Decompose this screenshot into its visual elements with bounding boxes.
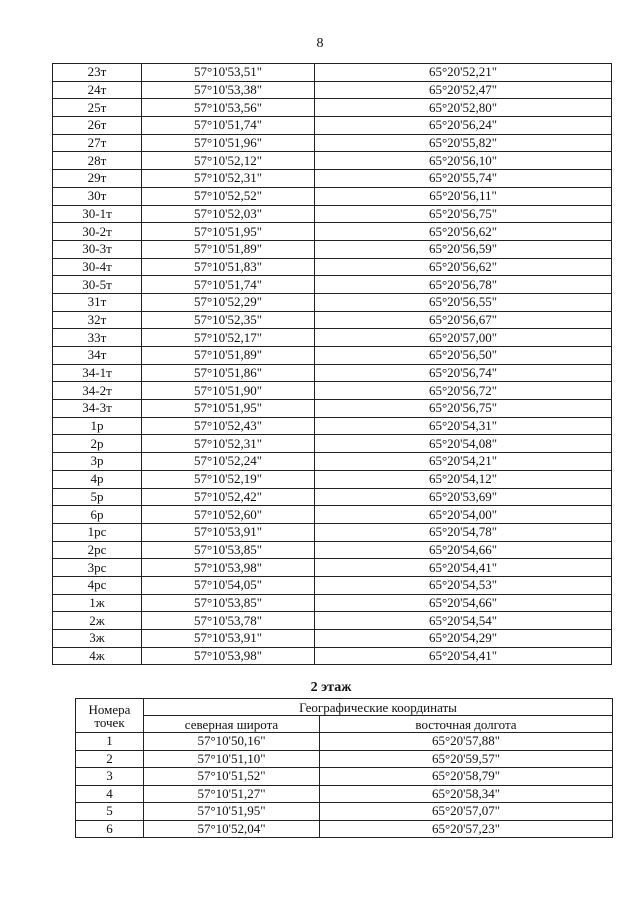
longitude-cell: 65°20'56,55" bbox=[315, 293, 612, 311]
table-row bbox=[53, 170, 612, 188]
latitude-cell: 57°10'51,74" bbox=[142, 117, 315, 135]
point-number-cell: 6 bbox=[76, 820, 144, 838]
point-number-cell: 24т bbox=[53, 81, 142, 99]
latitude-cell: 57°10'51,86" bbox=[142, 364, 315, 382]
table-row bbox=[53, 488, 612, 506]
latitude-cell: 57°10'52,52" bbox=[142, 187, 315, 205]
point-number-cell: 27т bbox=[53, 134, 142, 152]
longitude-cell: 65°20'54,54" bbox=[315, 612, 612, 630]
table-row bbox=[53, 576, 612, 594]
point-number-cell: 4рс bbox=[53, 576, 142, 594]
longitude-cell: 65°20'57,23" bbox=[320, 820, 613, 838]
table-row bbox=[53, 541, 612, 559]
point-number-cell: 30-5т bbox=[53, 276, 142, 294]
longitude-cell: 65°20'53,69" bbox=[315, 488, 612, 506]
latitude-cell: 57°10'52,42" bbox=[142, 488, 315, 506]
point-number-cell: 1 bbox=[76, 733, 144, 751]
point-number-cell: 30-1т bbox=[53, 205, 142, 223]
latitude-cell: 57°10'53,85" bbox=[142, 594, 315, 612]
points-column-header: Номера точек bbox=[76, 699, 144, 733]
latitude-cell: 57°10'53,91" bbox=[142, 523, 315, 541]
table-row bbox=[53, 276, 612, 294]
longitude-cell: 65°20'55,82" bbox=[315, 134, 612, 152]
floor-2-coordinates-table bbox=[75, 698, 613, 838]
longitude-cell: 65°20'55,74" bbox=[315, 170, 612, 188]
table-row bbox=[53, 117, 612, 135]
table-row bbox=[53, 435, 612, 453]
longitude-cell: 65°20'54,31" bbox=[315, 417, 612, 435]
point-number-cell: 30-3т bbox=[53, 240, 142, 258]
longitude-cell: 65°20'57,00" bbox=[315, 329, 612, 347]
point-number-cell: 34-3т bbox=[53, 400, 142, 418]
longitude-cell: 65°20'54,78" bbox=[315, 523, 612, 541]
table-row bbox=[53, 293, 612, 311]
latitude-cell: 57°10'52,03" bbox=[142, 205, 315, 223]
latitude-cell: 57°10'51,95" bbox=[142, 400, 315, 418]
point-number-cell: 32т bbox=[53, 311, 142, 329]
point-number-cell: 3 bbox=[76, 768, 144, 786]
table-row bbox=[53, 523, 612, 541]
longitude-cell: 65°20'54,41" bbox=[315, 559, 612, 577]
coordinates-column-header: Географические координаты bbox=[144, 699, 613, 716]
coordinates-table-body bbox=[53, 64, 612, 665]
table-row bbox=[53, 311, 612, 329]
longitude-cell: 65°20'54,08" bbox=[315, 435, 612, 453]
latitude-cell: 57°10'51,74" bbox=[142, 276, 315, 294]
point-number-cell: 2ж bbox=[53, 612, 142, 630]
table-row bbox=[53, 81, 612, 99]
table-row bbox=[53, 258, 612, 276]
floor-2-title: 2 этаж bbox=[310, 680, 352, 695]
point-number-cell: 5р bbox=[53, 488, 142, 506]
point-number-cell: 34-2т bbox=[53, 382, 142, 400]
table-row bbox=[53, 612, 612, 630]
table-row bbox=[76, 750, 613, 768]
longitude-cell: 65°20'56,75" bbox=[315, 400, 612, 418]
latitude-cell: 57°10'53,56" bbox=[142, 99, 315, 117]
point-number-cell: 4 bbox=[76, 785, 144, 803]
latitude-cell: 57°10'52,43" bbox=[142, 417, 315, 435]
longitude-cell: 65°20'52,80" bbox=[315, 99, 612, 117]
longitude-cell: 65°20'59,57" bbox=[320, 750, 613, 768]
point-number-cell: 31т bbox=[53, 293, 142, 311]
table-row bbox=[53, 417, 612, 435]
table-row bbox=[53, 630, 612, 648]
point-number-cell: 2р bbox=[53, 435, 142, 453]
point-number-cell: 2 bbox=[76, 750, 144, 768]
table-row bbox=[53, 364, 612, 382]
latitude-cell: 57°10'52,31" bbox=[142, 435, 315, 453]
latitude-cell: 57°10'52,60" bbox=[142, 506, 315, 524]
longitude-cell: 65°20'54,00" bbox=[315, 506, 612, 524]
latitude-cell: 57°10'51,90" bbox=[142, 382, 315, 400]
table-row bbox=[53, 240, 612, 258]
latitude-cell: 57°10'51,96" bbox=[142, 134, 315, 152]
latitude-cell: 57°10'51,95" bbox=[142, 223, 315, 241]
table-row bbox=[76, 768, 613, 786]
longitude-cell: 65°20'56,67" bbox=[315, 311, 612, 329]
table-row bbox=[53, 400, 612, 418]
table-row bbox=[53, 134, 612, 152]
longitude-cell: 65°20'57,07" bbox=[320, 803, 613, 821]
floor-2-table-body bbox=[76, 733, 613, 838]
latitude-cell: 57°10'53,51" bbox=[142, 64, 315, 82]
longitude-cell: 65°20'54,41" bbox=[315, 647, 612, 665]
point-number-cell: 25т bbox=[53, 99, 142, 117]
point-number-cell: 4р bbox=[53, 470, 142, 488]
longitude-cell: 65°20'56,10" bbox=[315, 152, 612, 170]
latitude-cell: 57°10'52,24" bbox=[142, 453, 315, 471]
point-number-cell: 30т bbox=[53, 187, 142, 205]
latitude-cell: 57°10'52,29" bbox=[142, 293, 315, 311]
longitude-cell: 65°20'56,78" bbox=[315, 276, 612, 294]
latitude-cell: 57°10'51,89" bbox=[142, 347, 315, 365]
point-number-cell: 23т bbox=[53, 64, 142, 82]
latitude-cell: 57°10'54,05" bbox=[142, 576, 315, 594]
longitude-cell: 65°20'57,88" bbox=[320, 733, 613, 751]
longitude-cell: 65°20'52,21" bbox=[315, 64, 612, 82]
table-row bbox=[76, 785, 613, 803]
table-row bbox=[53, 647, 612, 665]
latitude-column-header: северная широта bbox=[144, 716, 320, 733]
longitude-cell: 65°20'54,66" bbox=[315, 594, 612, 612]
latitude-cell: 57°10'51,10" bbox=[144, 750, 320, 768]
point-number-cell: 29т bbox=[53, 170, 142, 188]
longitude-cell: 65°20'54,66" bbox=[315, 541, 612, 559]
longitude-cell: 65°20'54,29" bbox=[315, 630, 612, 648]
point-number-cell: 26т bbox=[53, 117, 142, 135]
point-number-cell: 34-1т bbox=[53, 364, 142, 382]
longitude-cell: 65°20'52,47" bbox=[315, 81, 612, 99]
latitude-cell: 57°10'52,35" bbox=[142, 311, 315, 329]
latitude-cell: 57°10'53,98" bbox=[142, 647, 315, 665]
latitude-cell: 57°10'52,31" bbox=[142, 170, 315, 188]
latitude-cell: 57°10'50,16" bbox=[144, 733, 320, 751]
latitude-cell: 57°10'51,27" bbox=[144, 785, 320, 803]
longitude-cell: 65°20'56,72" bbox=[315, 382, 612, 400]
point-number-cell: 1ж bbox=[53, 594, 142, 612]
table-row bbox=[53, 594, 612, 612]
latitude-cell: 57°10'53,98" bbox=[142, 559, 315, 577]
longitude-cell: 65°20'58,34" bbox=[320, 785, 613, 803]
table-row bbox=[53, 559, 612, 577]
table-row bbox=[53, 347, 612, 365]
latitude-cell: 57°10'51,95" bbox=[144, 803, 320, 821]
latitude-cell: 57°10'53,85" bbox=[142, 541, 315, 559]
point-number-cell: 5 bbox=[76, 803, 144, 821]
table-row bbox=[53, 223, 612, 241]
point-number-cell: 1р bbox=[53, 417, 142, 435]
latitude-cell: 57°10'51,52" bbox=[144, 768, 320, 786]
point-number-cell: 33т bbox=[53, 329, 142, 347]
floor-2-table-header bbox=[76, 699, 613, 733]
latitude-cell: 57°10'51,83" bbox=[142, 258, 315, 276]
longitude-cell: 65°20'56,75" bbox=[315, 205, 612, 223]
longitude-column-header: восточная долгота bbox=[320, 716, 613, 733]
table-row bbox=[76, 803, 613, 821]
latitude-cell: 57°10'53,38" bbox=[142, 81, 315, 99]
latitude-cell: 57°10'53,91" bbox=[142, 630, 315, 648]
table-row bbox=[53, 187, 612, 205]
point-number-cell: 30-4т bbox=[53, 258, 142, 276]
table-row bbox=[76, 733, 613, 751]
table-row bbox=[53, 152, 612, 170]
longitude-cell: 65°20'56,62" bbox=[315, 223, 612, 241]
longitude-cell: 65°20'56,62" bbox=[315, 258, 612, 276]
longitude-cell: 65°20'58,79" bbox=[320, 768, 613, 786]
latitude-cell: 57°10'53,78" bbox=[142, 612, 315, 630]
table-row bbox=[53, 99, 612, 117]
table-row bbox=[53, 205, 612, 223]
longitude-cell: 65°20'54,12" bbox=[315, 470, 612, 488]
latitude-cell: 57°10'52,12" bbox=[142, 152, 315, 170]
longitude-cell: 65°20'56,74" bbox=[315, 364, 612, 382]
point-number-cell: 30-2т bbox=[53, 223, 142, 241]
longitude-cell: 65°20'56,24" bbox=[315, 117, 612, 135]
point-number-cell: 1рс bbox=[53, 523, 142, 541]
table-row bbox=[53, 382, 612, 400]
point-number-cell: 6р bbox=[53, 506, 142, 524]
longitude-cell: 65°20'56,50" bbox=[315, 347, 612, 365]
table-row bbox=[53, 453, 612, 471]
latitude-cell: 57°10'52,17" bbox=[142, 329, 315, 347]
longitude-cell: 65°20'54,21" bbox=[315, 453, 612, 471]
table-row bbox=[76, 820, 613, 838]
point-number-cell: 2рс bbox=[53, 541, 142, 559]
latitude-cell: 57°10'52,19" bbox=[142, 470, 315, 488]
table-row bbox=[53, 64, 612, 82]
table-row bbox=[53, 329, 612, 347]
point-number-cell: 4ж bbox=[53, 647, 142, 665]
point-number-cell: 28т bbox=[53, 152, 142, 170]
point-number-cell: 3р bbox=[53, 453, 142, 471]
point-number-cell: 3ж bbox=[53, 630, 142, 648]
page-number: 8 bbox=[316, 36, 324, 51]
latitude-cell: 57°10'52,04" bbox=[144, 820, 320, 838]
coordinates-table-continued bbox=[52, 63, 612, 665]
longitude-cell: 65°20'56,11" bbox=[315, 187, 612, 205]
latitude-cell: 57°10'51,89" bbox=[142, 240, 315, 258]
longitude-cell: 65°20'56,59" bbox=[315, 240, 612, 258]
longitude-cell: 65°20'54,53" bbox=[315, 576, 612, 594]
table-row bbox=[53, 506, 612, 524]
point-number-cell: 34т bbox=[53, 347, 142, 365]
table-row bbox=[53, 470, 612, 488]
point-number-cell: 3рс bbox=[53, 559, 142, 577]
